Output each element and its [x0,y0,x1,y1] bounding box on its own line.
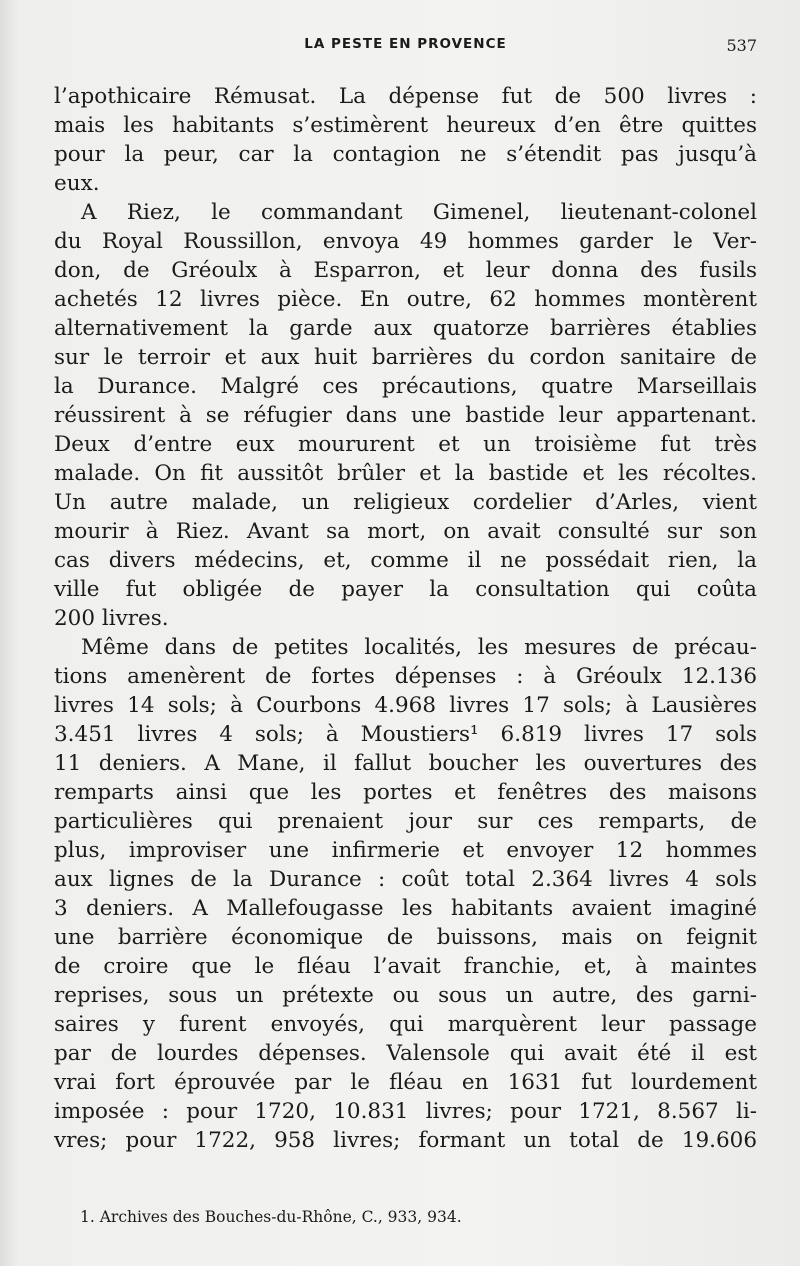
text-line: de croire que le fléau l’avait franchie, et, à maintes [54,954,757,979]
text-line: imposée : pour 1720, 10.831 livres; pour 1721, 8.567 li- [54,1099,757,1124]
text-line: achetés 12 livres pièce. En outre, 62 hommes montèrent [54,287,757,312]
text-line: vrai fort éprouvée par le fléau en 1631 fut lourdement [54,1070,757,1095]
page-number: 537 [726,36,757,55]
text-line: pour la peur, car la contagion ne s’étendit pas jusqu’à [54,142,757,167]
text-line: vres; pour 1722, 958 livres; formant un total de 19.606 [54,1128,757,1153]
text-line: don, de Gréoulx à Esparron, et leur donna des fusils [54,258,757,283]
text-line: mourir à Riez. Avant sa mort, on avait consulté sur son [54,519,757,544]
text-line: alternativement la garde aux quatorze barrières établies [54,316,757,341]
text-line: ville fut obligée de payer la consultation qui coûta [54,577,757,602]
text-line: aux lignes de la Durance : coût total 2.364 livres 4 sols [54,867,757,892]
text-line: 3 deniers. A Mallefougasse les habitants avaient imaginé [54,896,757,921]
footnote: 1. Archives des Bouches-du-Rhône, C., 933, 934. [80,1208,462,1226]
text-line: mais les habitants s’estimèrent heureux d’en être quittes [54,113,757,138]
text-line: 11 deniers. A Mane, il fallut boucher les ouvertures des [54,751,757,776]
text-line: malade. On fit aussitôt brûler et la bastide et les récoltes. [54,461,757,486]
page-header [54,36,757,58]
text-line: 200 livres. [54,606,169,631]
text-line: saires y furent envoyés, qui marquèrent leur passage [54,1012,757,1037]
text-line: du Royal Roussillon, envoya 49 hommes garder le Ver- [54,229,757,254]
text-line: livres 14 sols; à Courbons 4.968 livres 17 sols; à Lausières [54,693,757,718]
text-line: remparts ainsi que les portes et fenêtres des maisons [54,780,757,805]
text-line: par de lourdes dépenses. Valensole qui avait été il est [54,1041,757,1066]
body-text [54,82,757,1155]
text-line: réussirent à se réfugier dans une bastide leur appartenant. [54,403,757,428]
text-line: Un autre malade, un religieux cordelier d’Arles, vient [54,490,757,515]
text-line: tions amenèrent de fortes dépenses : à Gréoulx 12.136 [54,664,757,689]
text-line: la Durance. Malgré ces précautions, quatre Marseillais [54,374,757,399]
text-line: eux. [54,171,100,196]
paragraph-first-line: Même dans de petites localités, les mesures de précau- [81,635,757,660]
text-line: une barrière économique de buissons, mais on feignit [54,925,757,950]
paragraph-first-line: A Riez, le commandant Gimenel, lieutenant-colonel [81,200,757,225]
text-line: reprises, sous un prétexte ou sous un autre, des garni- [54,983,757,1008]
text-line: l’apothicaire Rémusat. La dépense fut de 500 livres : [54,84,757,109]
text-line: sur le terroir et aux huit barrières du cordon sanitaire de [54,345,757,370]
text-line: particulières qui prenaient jour sur ces remparts, de [54,809,757,834]
text-line: Deux d’entre eux moururent et un troisième fut très [54,432,757,457]
text-line: cas divers médecins, et, comme il ne possédait rien, la [54,548,757,573]
running-title: LA PESTE EN PROVENCE [304,36,507,52]
text-line: 3.451 livres 4 sols; à Moustiers¹ 6.819 livres 17 sols [54,722,757,747]
text-line: plus, improviser une infirmerie et envoyer 12 hommes [54,838,757,863]
